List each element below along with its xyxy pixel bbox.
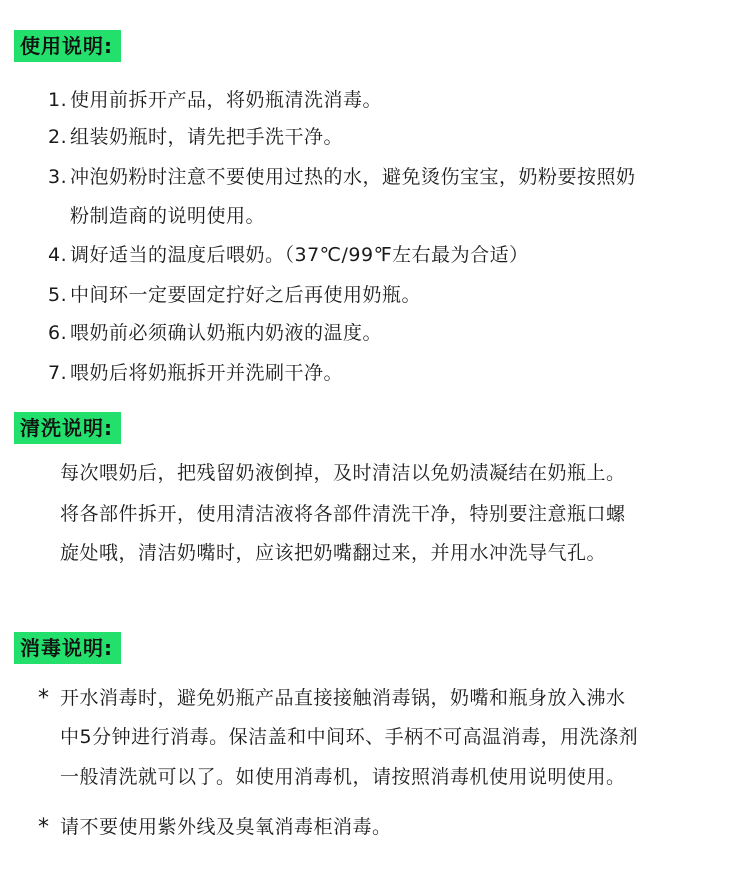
disinfection-heading: 消毒说明:: [14, 632, 121, 664]
cleaning-line-3: 旋处哦，清洁奶嘴时，应该把奶嘴翻过来，并用水冲洗导气孔。: [60, 542, 607, 564]
disinfection-item-1-line-3: 一般清洗就可以了。如使用消毒机，请按照消毒机使用说明使用。: [60, 766, 626, 788]
item-number: 1.: [48, 89, 68, 111]
item-text: 喂奶后将奶瓶拆开并洗刷干净。: [70, 362, 344, 384]
usage-item-5: [48, 283, 421, 307]
item-text: 调好适当的温度后喂奶。（37℃/99℉左右最为合适）: [70, 244, 529, 266]
usage-item-1: [48, 88, 382, 112]
item-number: 2.: [48, 126, 68, 148]
usage-item-6: [48, 321, 382, 345]
usage-item-3-continuation: 粉制造商的说明使用。: [70, 205, 266, 227]
item-text: 使用前拆开产品，将奶瓶清洗消毒。: [70, 89, 383, 111]
disinfection-item-1-line-2: 中5分钟进行消毒。保洁盖和中间环、手柄不可高温消毒，用洗涤剂: [60, 726, 639, 748]
cleaning-line-2: 将各部件拆开，使用清洁液将各部件清洗干净，特别要注意瓶口螺: [60, 503, 626, 525]
disinfection-item-2: 请不要使用紫外线及臭氧消毒柜消毒。: [60, 816, 392, 838]
item-text: 组装奶瓶时，请先把手洗干净。: [70, 126, 344, 148]
cleaning-heading: 清洗说明:: [14, 412, 121, 444]
bullet-asterisk: *: [38, 686, 49, 711]
item-number: 7.: [48, 362, 68, 384]
usage-item-3: [48, 165, 636, 189]
cleaning-line-1: 每次喂奶后，把残留奶液倒掉，及时清洁以免奶渍凝结在奶瓶上。: [60, 462, 626, 484]
item-number: 5.: [48, 284, 68, 306]
usage-item-2: [48, 125, 343, 149]
usage-item-7: [48, 361, 343, 385]
bullet-asterisk: *: [38, 815, 49, 840]
item-number: 4.: [48, 244, 68, 266]
item-number: 6.: [48, 322, 68, 344]
usage-heading: 使用说明:: [14, 30, 121, 62]
usage-item-4: [48, 243, 529, 267]
item-text: 喂奶前必须确认奶瓶内奶液的温度。: [70, 322, 383, 344]
item-number: 3.: [48, 166, 68, 188]
item-text: 中间环一定要固定拧好之后再使用奶瓶。: [70, 284, 422, 306]
item-text: 冲泡奶粉时注意不要使用过热的水，避免烫伤宝宝，奶粉要按照奶: [70, 166, 636, 188]
disinfection-item-1-line-1: 开水消毒时，避免奶瓶产品直接接触消毒锅，奶嘴和瓶身放入沸水: [60, 687, 626, 709]
